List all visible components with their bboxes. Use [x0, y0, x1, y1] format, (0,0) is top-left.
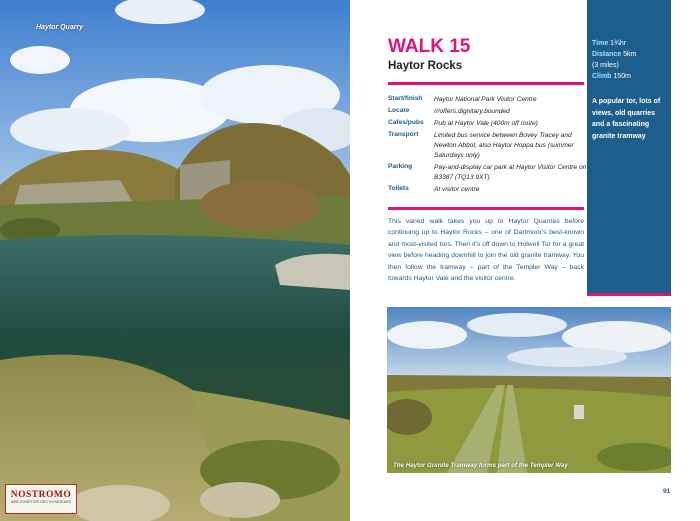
walk-stats	[592, 38, 636, 82]
photo-caption-tramway: The Haytor Granite Tramway forms part of the Templer Way	[393, 462, 568, 469]
stat-climb	[592, 71, 636, 82]
info-value: At visitor centre	[434, 186, 480, 193]
stat-value: 1¾hr	[610, 40, 627, 47]
info-value: Limited bus service between Bovey Tracey and Newton Abbot, also Haytor Hoppa bus (summer Saturdays only)	[434, 132, 574, 159]
info-value: Haytor National Park Visitor Centre	[434, 96, 537, 103]
right-page	[350, 0, 700, 521]
stat-value: (3 miles)	[592, 62, 619, 69]
info-row	[388, 131, 588, 161]
info-row	[388, 107, 588, 117]
info-row	[388, 185, 588, 195]
info-key: Transport	[388, 131, 419, 138]
tramway-photo-image	[387, 307, 671, 473]
stat-value: 150m	[613, 73, 631, 80]
info-key: Start/finish	[388, 95, 423, 102]
walk-title: WALK 15	[388, 36, 471, 57]
logo-subtitle: WEB COMPTOIR DES VOYAGEURS	[10, 500, 72, 504]
info-key: Toilets	[388, 185, 409, 192]
stat-time	[592, 38, 636, 49]
info-rule	[388, 207, 584, 210]
info-row	[388, 163, 588, 183]
stats-sidebar	[587, 0, 671, 294]
stat-key: Climb	[592, 73, 612, 80]
walk-subtitle: Haytor Rocks	[388, 60, 463, 72]
stat-value: 5km	[623, 51, 637, 58]
info-value: ///offers.dignitary.bounded	[434, 108, 510, 115]
stat-key: Distance	[592, 51, 622, 58]
publisher-logo	[5, 484, 77, 514]
stat-key: Time	[592, 40, 609, 47]
info-row	[388, 119, 588, 129]
title-rule	[388, 82, 584, 85]
info-value: Pay-and-display car park at Haytor Visitor Centre on B3387 (TQ13 9XT)	[434, 164, 587, 181]
info-row	[388, 95, 588, 105]
info-key: Locate	[388, 107, 410, 114]
info-key: Cafes/pubs	[388, 119, 424, 126]
stat-distance-miles	[592, 60, 636, 71]
tramway-photo	[387, 307, 671, 473]
info-value: Pub at Haytor Vale (400m off route)	[434, 120, 538, 127]
sidebar-rule	[587, 293, 671, 296]
walk-blurb: A popular tor, lots of views, old quarries and a fascinating granite tramway	[592, 98, 661, 140]
info-key: Parking	[388, 163, 413, 170]
stat-distance	[592, 49, 636, 60]
logo-title: NOSTROMO	[10, 490, 72, 500]
photo-caption-quarry: Haytor Quarry	[36, 24, 84, 31]
walk-description: This varied walk takes you up to Haytor Quarries before continuing up to Haytor Rocks – one of Dartmoor's best-known and most-visited tors. Then it's off down to Holwell Tor for a great view before heading downhill to join the old granite tramway. You then follow the tramway – part of the Templer Way – back towards Haytor Vale and the visitor centre.	[388, 218, 584, 283]
page-number: 91	[663, 488, 671, 495]
walk-info-table	[388, 95, 588, 197]
